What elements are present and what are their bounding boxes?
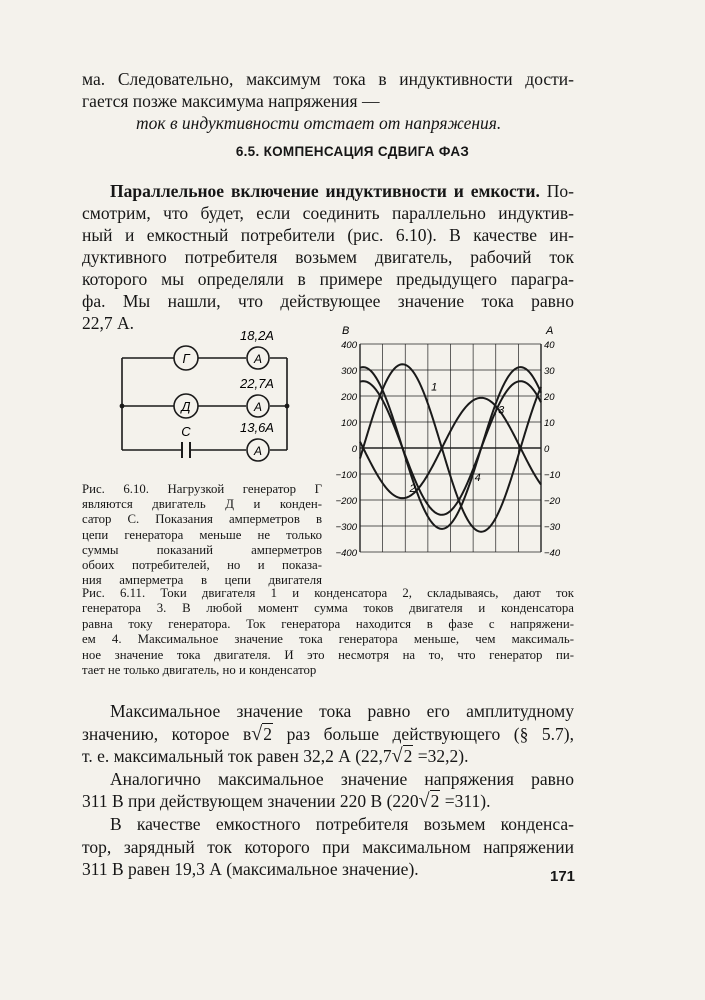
motor-symbol bbox=[174, 394, 198, 418]
fig611-line-3: равна току генератора. Ток генератора находится в фазе с напряжени- bbox=[82, 616, 574, 631]
left-tick-label: −300 bbox=[335, 522, 357, 533]
figure-6-10-caption bbox=[82, 482, 322, 588]
reading-motor: 22,7А bbox=[240, 376, 274, 391]
right-tick-label: 10 bbox=[544, 418, 555, 429]
para2-line5-end: =311). bbox=[440, 791, 491, 812]
right-tick-label: −30 bbox=[544, 522, 561, 533]
para1-line1-rest: По- bbox=[539, 181, 574, 201]
curve-label: 1 bbox=[431, 381, 438, 394]
para2-line-3 bbox=[82, 745, 574, 768]
para1-line-6: фа. Мы нашли, что действующее значение тока равно bbox=[82, 291, 574, 311]
para1-line-1 bbox=[82, 180, 574, 202]
reading-generator: 18,2А bbox=[240, 328, 274, 343]
curve-label: 2 bbox=[409, 483, 416, 496]
sine-chart bbox=[330, 320, 576, 558]
ammeter-generator-symbol: А bbox=[253, 352, 263, 366]
left-tick-label: −200 bbox=[335, 496, 357, 507]
left-tick-label: 400 bbox=[341, 340, 357, 351]
curve-label: 3 bbox=[498, 404, 505, 417]
chart-grid bbox=[360, 344, 541, 552]
sqrt-two-2: √2 bbox=[391, 745, 413, 768]
para2-line-8: 311 В равен 19,3 А (максимальное значение). bbox=[82, 859, 419, 880]
para1-line-2: смотрим, что будет, если соединить параллельно индуктив- bbox=[82, 203, 574, 223]
para2-line3-start: т. е. максимальный ток равен 32,2 А (22,7 bbox=[82, 746, 392, 767]
ammeter-generator bbox=[247, 347, 269, 369]
right-tick-label: −20 bbox=[544, 496, 561, 507]
capacitor-label: С bbox=[181, 424, 191, 439]
fig611-line-1: Рис. 6.11. Токи двигателя 1 и конденсатора 2, складываясь, дают ток bbox=[82, 586, 574, 600]
para1-line-4: дуктивного потребителя возьмем двигатель, рабочий ток bbox=[82, 247, 574, 267]
sqrt-arg-3: 2 bbox=[430, 791, 440, 812]
para2-line-6: В качестве емкостного потребителя возьмем конденса- bbox=[110, 813, 574, 834]
fig611-line-2: генератора 3. В любой момент сумма токов двигателя и конденсатора bbox=[82, 601, 574, 616]
para1-line-5: которого мы определяли в примере предыдущего парагра- bbox=[82, 269, 574, 289]
intro-conclusion: ток в индуктивности отстает от напряжения. bbox=[136, 113, 502, 133]
junction-right bbox=[285, 404, 290, 409]
fig610-line-4: цепи генератора меньше не только bbox=[82, 527, 322, 542]
motor-label: Д bbox=[181, 399, 191, 414]
right-axis-unit: А bbox=[546, 325, 554, 337]
fig610-line-7: ния амперметра в цепи двигателя bbox=[82, 573, 322, 588]
sqrt-arg-1: 2 bbox=[263, 723, 273, 744]
fig610-line-1: Рис. 6.10. Нагрузкой генератор Г bbox=[82, 482, 322, 496]
ammeter-capacitor bbox=[247, 439, 269, 461]
paragraph-parallel-connection bbox=[82, 180, 574, 334]
left-tick-label: 0 bbox=[351, 444, 357, 455]
para1-bold-title: Параллельное включение индуктивности и емкости. bbox=[110, 181, 540, 201]
para2-line3-end: =32,2). bbox=[413, 746, 469, 767]
para2-line-4: Аналогично максимальное значение напряжения равно bbox=[110, 768, 574, 789]
left-tick-label: 200 bbox=[341, 392, 357, 403]
intro-line-1: ма. Следовательно, максимум тока в индуктивности дости- bbox=[82, 69, 574, 89]
page-number: 171 bbox=[550, 868, 576, 885]
left-tick-label: −100 bbox=[335, 470, 357, 481]
para2-line-2 bbox=[82, 723, 574, 746]
generator-symbol bbox=[174, 346, 198, 370]
fig610-line-3: сатор С. Показания амперметров в bbox=[82, 512, 322, 527]
circuit-diagram bbox=[110, 322, 310, 474]
para1-line-7: 22,7 А. bbox=[82, 313, 135, 333]
ammeter-motor bbox=[247, 395, 269, 417]
right-tick-label: 30 bbox=[544, 366, 555, 377]
para2-line-1: Максимальное значение тока равно его амплитудному bbox=[110, 701, 574, 721]
right-tick-label: −10 bbox=[544, 470, 561, 481]
para2-line5-start: 311 В при действующем значении 220 В (220 bbox=[82, 791, 419, 812]
intro-line-2: гается позже максимума напряжения — bbox=[82, 91, 380, 111]
para2-line-5 bbox=[82, 790, 574, 813]
para2-line2-start: значению, которое в bbox=[82, 723, 252, 744]
generator-label: Г bbox=[182, 351, 190, 366]
right-tick-label: 40 bbox=[544, 340, 555, 351]
right-tick-label: 0 bbox=[544, 444, 550, 455]
section-heading: 6.5. КОМПЕНСАЦИЯ СДВИГА ФАЗ bbox=[235, 144, 470, 159]
fig611-line-5: ное значение тока двигателя. И это несмотря на то, что генератор пи- bbox=[82, 647, 574, 662]
sqrt-arg-2: 2 bbox=[403, 746, 413, 767]
right-tick-label: −40 bbox=[544, 548, 561, 558]
para1-line-3: ный и емкостный потребители (рис. 6.10). В качестве ин- bbox=[82, 225, 574, 245]
reading-capacitor: 13,6А bbox=[240, 420, 274, 435]
para2-line2-end: раз больше действующего (§ 5.7), bbox=[273, 723, 575, 744]
chart-curve-labels bbox=[408, 381, 505, 495]
intro-paragraph bbox=[82, 68, 574, 134]
left-tick-label: 100 bbox=[341, 418, 357, 429]
left-tick-label: −400 bbox=[335, 548, 357, 558]
left-axis-unit: В bbox=[342, 325, 350, 337]
fig610-line-2: являются двигатель Д и конден- bbox=[82, 497, 322, 512]
para2-line-7: тор, зарядный ток которого при максимальном напряжении bbox=[82, 836, 574, 857]
fig611-line-6: тает не только двигатель, но и конденсатор bbox=[82, 663, 317, 678]
fig611-line-4: ем 4. Максимальное значение тока генератора меньше, чем максималь- bbox=[82, 632, 574, 647]
right-tick-label: 20 bbox=[544, 392, 555, 403]
paragraph-maximum-values bbox=[82, 700, 574, 881]
left-tick-label: 300 bbox=[341, 366, 357, 377]
ammeter-capacitor-symbol: А bbox=[253, 444, 263, 458]
junction-left bbox=[120, 404, 125, 409]
fig610-line-5: суммы показаний амперметров bbox=[82, 542, 322, 557]
sqrt-two-3: √2 bbox=[418, 790, 440, 813]
sqrt-two-1: √2 bbox=[251, 722, 273, 745]
ammeter-motor-symbol: А bbox=[253, 400, 263, 414]
fig610-line-6: обоих потребителей, но и показа- bbox=[82, 558, 322, 573]
figure-6-11-caption bbox=[82, 586, 574, 678]
curve-label: 4 bbox=[474, 471, 481, 484]
